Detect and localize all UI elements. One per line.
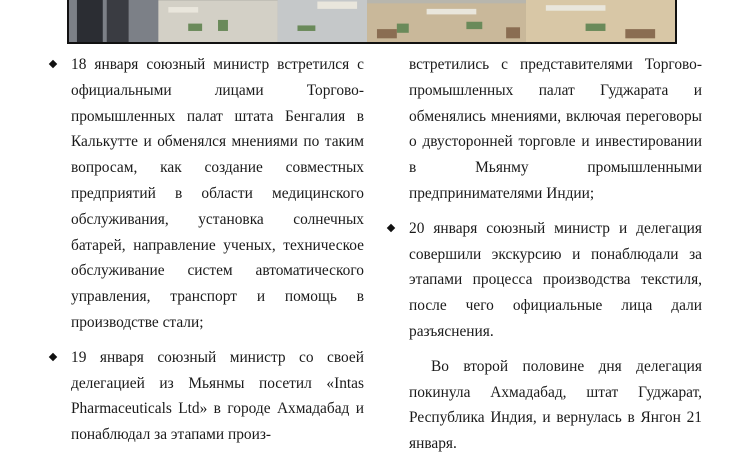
bullet-icon bbox=[49, 60, 57, 68]
bullet-icon bbox=[387, 224, 395, 232]
factory-photo bbox=[67, 0, 677, 44]
left-column bbox=[71, 52, 364, 448]
closing-paragraph: Во второй половине дня делегация покинула Ахмадабад, штат Гуджарат, Республика Индия, и вернулась в Янгон 21 января. bbox=[409, 357, 702, 453]
list-item-text: 18 января союзный министр встретился с официальными лицами Торгово-промышленных палат штата Бенгалия в Калькутте и обменялся мнениями по таким вопросам, как создание совместных предприятий в области медицинского обслуживания, установка солнечных батарей, направление ученых, техническое обслуживание систем автоматического управления, транспорт и помощь в производстве стали; bbox=[71, 56, 364, 331]
list-item bbox=[409, 216, 702, 345]
list-item-text: 20 января союзный министр и делегация совершили экскурсию и понаблюдали за этапами процесса производства текстиля, после чего официальные лица дали разъяснения. bbox=[409, 219, 702, 340]
continuation-text: встретились с представителями Торгово-промышленных палат Гуджарата и обменялись мнениями, включая переговоры о двусторонней торговле и инвестировании в Мьянму промышленными предпринимателями Индии; bbox=[409, 56, 702, 202]
list-item bbox=[71, 345, 364, 448]
list-item bbox=[71, 52, 364, 336]
factory-photo-illustration bbox=[69, 0, 675, 42]
bullet-icon bbox=[49, 353, 57, 361]
list-item-text: 19 января союзный министр со своей делегацией из Мьянмы посетил «Intas Pharmaceuticals Ltd» в городе Ахмадабад и понаблюдал за этапами произ- bbox=[71, 348, 364, 444]
right-column bbox=[409, 52, 702, 457]
